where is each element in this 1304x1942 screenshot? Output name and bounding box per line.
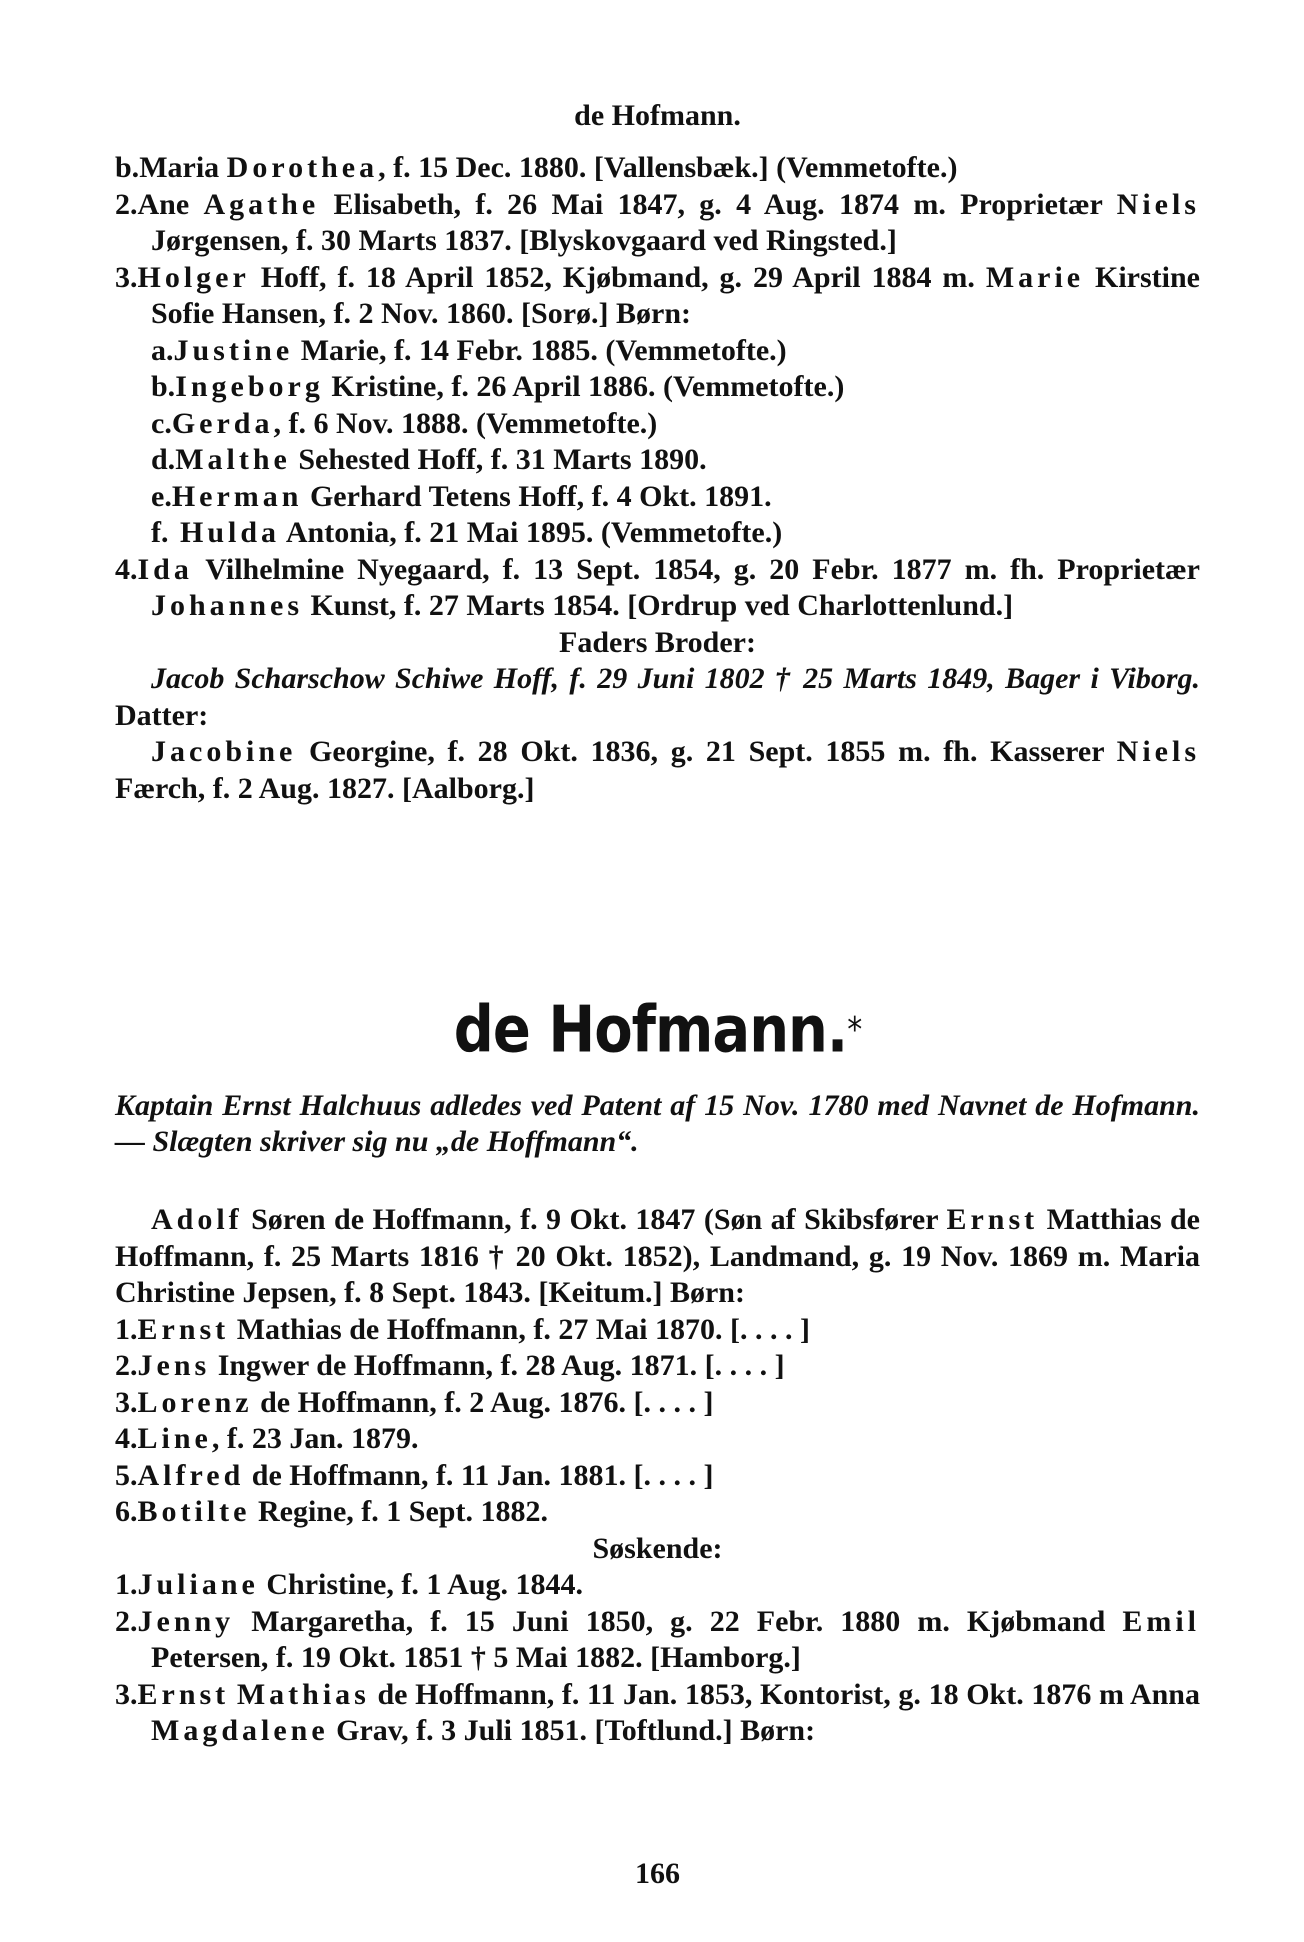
entry-text: Antonia, f. 21 Mai 1895. (Vemmetofte.) xyxy=(280,516,783,549)
entry-jacobine xyxy=(115,734,1200,807)
entry-holger-hoff xyxy=(115,260,1200,333)
entry-text: de Hoffmann, f. 11 Jan. 1881. [. . . . ] xyxy=(244,1458,714,1492)
child-lorenz xyxy=(115,1385,1200,1422)
entry-number: 3. xyxy=(115,1677,138,1711)
section-title xyxy=(115,991,1200,1072)
child-alfred xyxy=(115,1458,1200,1495)
section-title-text: de Hofmann. xyxy=(453,993,848,1068)
subheading-faders-broder: Faders Broder: xyxy=(559,625,756,659)
entry-ida-vilhelmine xyxy=(115,552,1200,625)
entry-name: Herman xyxy=(171,479,303,513)
entry-name: Magdalene xyxy=(151,1714,329,1747)
child-justine xyxy=(115,333,1200,370)
entry-number: 6. xyxy=(115,1495,138,1528)
entry-number: c. xyxy=(151,406,172,440)
entry-number: b. xyxy=(151,370,176,403)
entry-number: 2. xyxy=(115,187,138,221)
entry-text: Kirstine Sofie Hansen, f. 2 Nov. 1860. [Sorø.] Børn: xyxy=(151,260,1200,330)
entry-name: Adolf xyxy=(151,1203,243,1236)
entry-number: d. xyxy=(151,443,176,476)
entry-name: Jens xyxy=(137,1349,211,1382)
child-malthe xyxy=(115,442,1200,479)
entry-text: Grav, f. 3 Juli 1851. [Toftlund.] Børn: xyxy=(328,1714,816,1747)
entry-name: Holger xyxy=(137,260,250,294)
family-de-hoffmann xyxy=(115,1202,1200,1750)
child-line xyxy=(115,1421,1200,1458)
entry-name: Jacobine xyxy=(151,735,297,768)
child-gerda xyxy=(115,406,1200,443)
entry-text: Færch, f. 2 Aug. 1827. [Aalborg.] xyxy=(115,771,535,805)
entry-name: Justine xyxy=(173,333,294,367)
entry-name: Niels xyxy=(1116,735,1200,768)
child-herman xyxy=(115,479,1200,516)
entry-number: b. xyxy=(115,151,140,184)
entry-name: Ernst xyxy=(946,1203,1039,1236)
entry-name: Niels xyxy=(1116,187,1200,221)
entry-jacob-hoff xyxy=(115,661,1200,734)
page-number: 166 xyxy=(635,1857,680,1890)
child-ernst-mathias xyxy=(115,1312,1200,1349)
entry-name: Hulda xyxy=(168,516,281,549)
running-head: de Hofmann. xyxy=(574,99,741,132)
entry-text xyxy=(229,1678,237,1711)
entry-text: Vilhelmine Nyegaard, f. 13 Sept. 1854, g. 20 Febr. 1877 m. fh. Proprietær xyxy=(192,552,1200,586)
entry-name: Ingeborg xyxy=(175,370,324,403)
entry-text: Regine, f. 1 Sept. 1882. xyxy=(250,1495,548,1528)
entry-text: , f. 6 Nov. 1888. (Vemmetofte.) xyxy=(273,406,658,440)
entry-text: Margaretha, f. 15 Juni 1850, g. 22 Febr. 1880 m. Kjøbmand xyxy=(234,1604,1123,1638)
entry-ane-agathe xyxy=(115,187,1200,260)
section-note: Kaptain Ernst Halchuus adledes ved Patent af 15 Nov. 1780 med Navnet de Hofmann. — Slægten skriver sig nu „de Hoffmann“. xyxy=(115,1089,1200,1158)
entry-text: Sehested Hoff, f. 31 Marts 1890. xyxy=(290,443,707,476)
sibling-juliane xyxy=(115,1567,1200,1604)
entry-text: Matthias de Hoffmann, f. 25 Marts 1816 † 20 Okt. 1852), Landmand, g. 19 Nov. 1869 m. Maria Christine Jepsen, f. 8 Sept. 1843. [Keitum.] Børn: xyxy=(115,1203,1200,1309)
entry-name: Ernst xyxy=(137,1677,230,1711)
entry-number: f. xyxy=(151,516,169,549)
page xyxy=(115,0,1200,1942)
entry-text: Christine, f. 1 Aug. 1844. xyxy=(258,1568,584,1601)
entry-name: Malthe xyxy=(175,443,291,476)
entry-text: Gerhard Tetens Hoff, f. 4 Okt. 1891. xyxy=(302,479,772,513)
entry-adolf-soren xyxy=(115,1202,1200,1312)
entry-name: Agathe xyxy=(203,187,320,221)
sibling-jenny xyxy=(115,1604,1200,1677)
entry-name: Dorothea xyxy=(226,151,379,184)
child-hulda xyxy=(115,515,1200,552)
entry-text: , f. 15 Dec. 1880. [Vallensbæk.] (Vemmetofte.) xyxy=(378,151,958,184)
entry-number: 4. xyxy=(115,552,138,586)
entry-number: 3. xyxy=(115,1385,138,1419)
subheading-soskende: Søskende: xyxy=(592,1531,723,1565)
entry-text: Kristine, f. 26 April 1886. (Vemmetofte.) xyxy=(323,370,845,403)
entry-number: 2. xyxy=(115,1349,138,1382)
entry-name: Ida xyxy=(137,552,193,586)
entry-name: Emil xyxy=(1122,1604,1200,1638)
entry-number: a. xyxy=(151,333,174,367)
entry-number: 3. xyxy=(115,260,138,294)
entry-text: Mathias de Hoffmann, f. 27 Mai 1870. [. . . . ] xyxy=(229,1312,810,1346)
entry-name: Juliane xyxy=(137,1568,259,1601)
entry-name: Mathias xyxy=(236,1677,370,1711)
family-continuation xyxy=(115,150,1200,807)
entry-text: de Hoffmann, f. 11 Jan. 1853, Kontorist, g. 18 Okt. 1876 m Anna xyxy=(369,1677,1200,1711)
child-jens-ingwer xyxy=(115,1348,1200,1385)
entry-text: Marie, f. 14 Febr. 1885. (Vemmetofte.) xyxy=(293,333,787,367)
entry-text: Datter: xyxy=(115,698,209,732)
child-botilte xyxy=(115,1494,1200,1531)
entry-maria-dorothea xyxy=(115,150,1200,187)
entry-name: Marie xyxy=(985,260,1085,294)
child-ingeborg xyxy=(115,369,1200,406)
entry-text: Søren de Hoffmann, f. 9 Okt. 1847 (Søn af Skibsfører xyxy=(242,1203,947,1236)
entry-name: Lorenz xyxy=(137,1385,253,1419)
entry-text: Ingwer de Hoffmann, f. 28 Aug. 1871. [. . . . ] xyxy=(210,1349,785,1382)
entry-text: de Hoffmann, f. 2 Aug. 1876. [. . . . ] xyxy=(252,1385,714,1419)
entry-text: Elisabeth, f. 26 Mai 1847, g. 4 Aug. 1874 m. Proprietær xyxy=(319,187,1117,221)
entry-number: 4. xyxy=(115,1422,138,1455)
entry-name: Ernst xyxy=(137,1312,230,1346)
entry-name: Jenny xyxy=(137,1604,235,1638)
entry-text: , f. 23 Jan. 1879. xyxy=(211,1422,419,1455)
entry-number: 1. xyxy=(115,1312,138,1346)
entry-number: 1. xyxy=(115,1568,138,1601)
entry-name: Botilte xyxy=(137,1495,251,1528)
entry-text: Jørgensen, f. 30 Marts 1837. [Blyskovgaard ved Ringsted.] xyxy=(151,224,897,257)
entry-number: e. xyxy=(151,479,172,513)
entry-name: Line xyxy=(137,1422,212,1455)
entry-text: Maria xyxy=(139,151,227,184)
sibling-ernst-mathias xyxy=(115,1677,1200,1750)
entry-name: Alfred xyxy=(137,1458,245,1492)
entry-number: 5. xyxy=(115,1458,138,1492)
entry-text: Hoff, f. 18 April 1852, Kjøbmand, g. 29 April 1884 m. xyxy=(249,260,986,294)
entry-text: Georgine, f. 28 Okt. 1836, g. 21 Sept. 1855 m. fh. Kasserer xyxy=(296,735,1117,768)
entry-text: Ane xyxy=(137,187,204,221)
entry-number: 2. xyxy=(115,1604,138,1638)
entry-name-italic: Jacob Scharschow Schiwe Hoff, f. 29 Juni 1802 † 25 Marts 1849, Bager i Viborg. xyxy=(151,662,1200,695)
entry-name: Johannes xyxy=(151,589,304,622)
entry-text: Kunst, f. 27 Marts 1854. [Ordrup ved Charlottenlund.] xyxy=(303,589,1014,622)
entry-text: Petersen, f. 19 Okt. 1851 † 5 Mai 1882. [Hamborg.] xyxy=(151,1641,801,1674)
entry-name: Gerda xyxy=(171,406,274,440)
footnote-mark: * xyxy=(847,1010,862,1051)
